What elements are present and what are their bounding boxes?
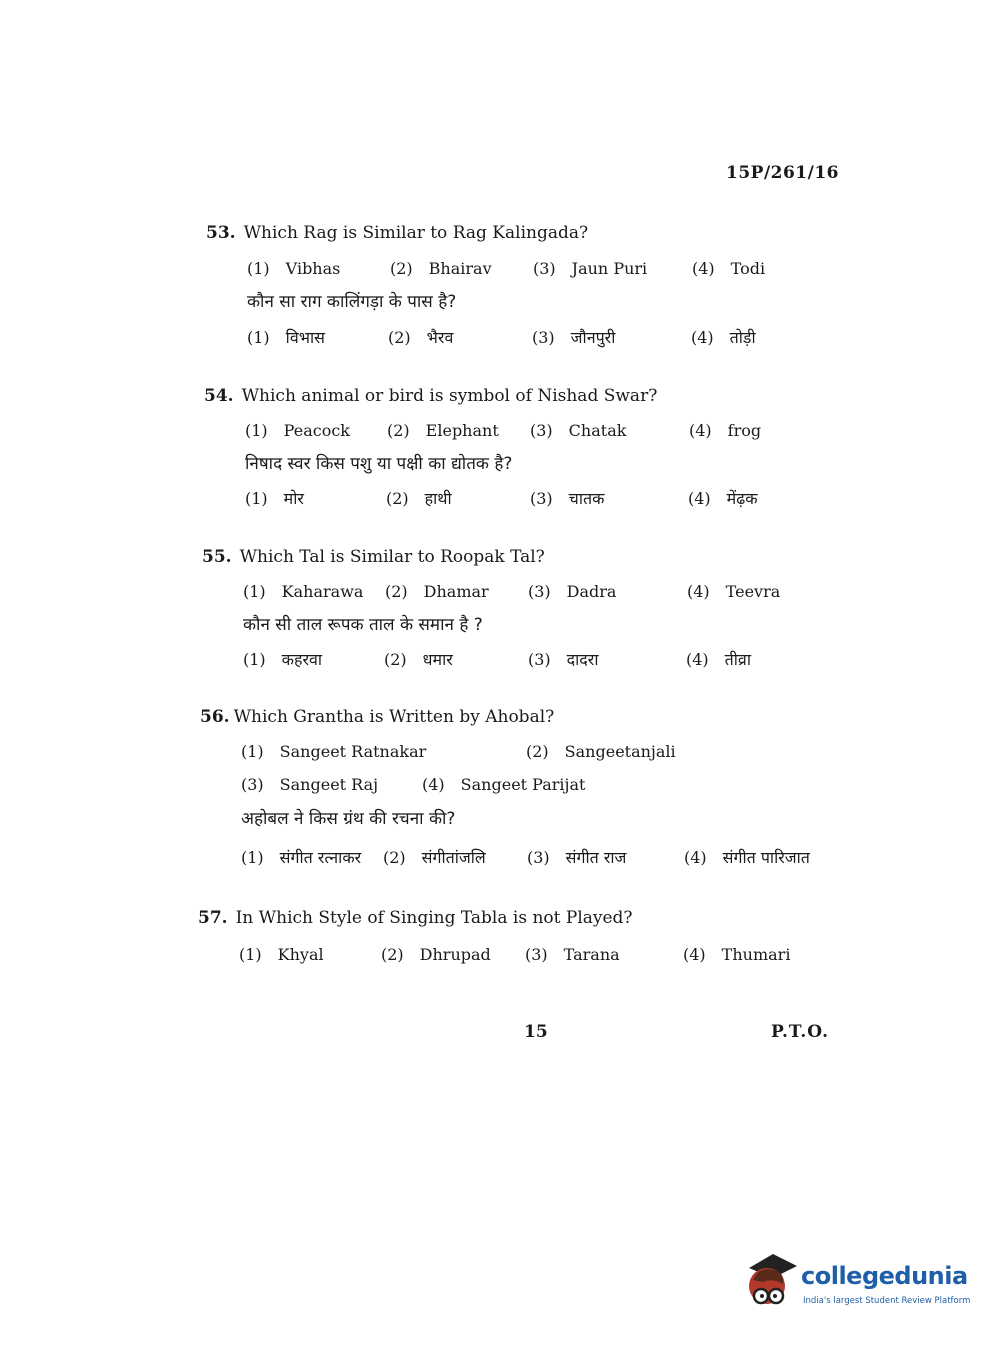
option-4: (4) Sangeet Parijat bbox=[422, 775, 586, 794]
logo-wordmark: collegedunia bbox=[801, 1262, 968, 1290]
option-1-hindi: (1) विभास bbox=[247, 328, 325, 347]
question-hindi: निषाद स्वर किस पशु या पक्षी का द्योतक है? bbox=[245, 454, 513, 474]
option-2: (2) Bhairav bbox=[390, 259, 492, 278]
option-4-hindi: (4) तोड़ी bbox=[691, 328, 756, 347]
option-4-hindi: (4) संगीत पारिजात bbox=[684, 848, 810, 867]
page-number: 15 bbox=[524, 1022, 548, 1042]
logo-tagline: India's largest Student Review Platform bbox=[803, 1296, 971, 1306]
option-3-hindi: (3) चातक bbox=[530, 489, 605, 508]
option-2: (2) Sangeetanjali bbox=[526, 742, 676, 761]
question-english: Which Grantha is Written by Ahobal? bbox=[233, 707, 555, 727]
option-3-hindi: (3) संगीत राज bbox=[527, 848, 627, 867]
option-1: (1) Vibhas bbox=[247, 259, 341, 278]
option-3-hindi: (3) जौनपुरी bbox=[532, 328, 616, 347]
question-hindi: अहोबल ने किस ग्रंथ की रचना की? bbox=[241, 809, 456, 829]
option-1: (1) Kaharawa bbox=[243, 582, 364, 601]
option-2-hindi: (2) धमार bbox=[384, 650, 453, 669]
option-3: (3) Chatak bbox=[530, 421, 627, 440]
option-1-hindi: (1) संगीत रत्नाकर bbox=[241, 848, 362, 867]
question-number: 54. bbox=[204, 386, 234, 406]
option-1-hindi: (1) कहरवा bbox=[243, 650, 323, 669]
option-3: (3) Dadra bbox=[528, 582, 617, 601]
question-text bbox=[200, 707, 554, 727]
option-4: (4) Teevra bbox=[687, 582, 781, 601]
question-number: 57. bbox=[198, 908, 228, 928]
question-english: Which Tal is Similar to Roopak Tal? bbox=[239, 547, 545, 567]
pto-label: P.T.O. bbox=[771, 1022, 829, 1042]
option-4: (4) Thumari bbox=[683, 945, 791, 964]
option-3: (3) Jaun Puri bbox=[533, 259, 648, 278]
option-2: (2) Elephant bbox=[387, 421, 499, 440]
option-2: (2) Dhrupad bbox=[381, 945, 491, 964]
option-4: (4) frog bbox=[689, 421, 762, 440]
option-3: (3) Sangeet Raj bbox=[241, 775, 379, 794]
question-hindi: कौन सा राग कालिंगड़ा के पास है? bbox=[247, 292, 457, 312]
question-text bbox=[206, 223, 588, 243]
option-2-hindi: (2) भैरव bbox=[388, 328, 454, 347]
option-3-hindi: (3) दादरा bbox=[528, 650, 599, 669]
question-number: 55. bbox=[202, 547, 232, 567]
option-1: (1) Peacock bbox=[245, 421, 350, 440]
option-2-hindi: (2) संगीतांजलि bbox=[383, 848, 486, 867]
question-english: Which animal or bird is symbol of Nishad Swar? bbox=[241, 386, 658, 406]
mascot-icon bbox=[743, 1250, 803, 1314]
question-text bbox=[202, 547, 545, 567]
option-3: (3) Tarana bbox=[525, 945, 620, 964]
option-4: (4) Todi bbox=[692, 259, 766, 278]
question-english: Which Rag is Similar to Rag Kalingada? bbox=[243, 223, 589, 243]
option-2: (2) Dhamar bbox=[385, 582, 489, 601]
page-code: 15P/261/16 bbox=[726, 163, 840, 183]
option-4-hindi: (4) मेंढ़क bbox=[688, 489, 758, 508]
option-4-hindi: (4) तीव्रा bbox=[686, 650, 751, 669]
question-english: In Which Style of Singing Tabla is not Played? bbox=[235, 908, 633, 928]
collegedunia-logo bbox=[743, 1250, 973, 1314]
question-number: 56. bbox=[200, 707, 230, 727]
option-1: (1) Sangeet Ratnakar bbox=[241, 742, 427, 761]
question-text bbox=[198, 908, 633, 928]
question-text bbox=[204, 386, 657, 406]
option-1: (1) Khyal bbox=[239, 945, 324, 964]
question-hindi: कौन सी ताल रूपक ताल के समान है ? bbox=[243, 615, 483, 635]
question-number: 53. bbox=[206, 223, 236, 243]
option-2-hindi: (2) हाथी bbox=[386, 489, 452, 508]
option-1-hindi: (1) मोर bbox=[245, 489, 304, 508]
